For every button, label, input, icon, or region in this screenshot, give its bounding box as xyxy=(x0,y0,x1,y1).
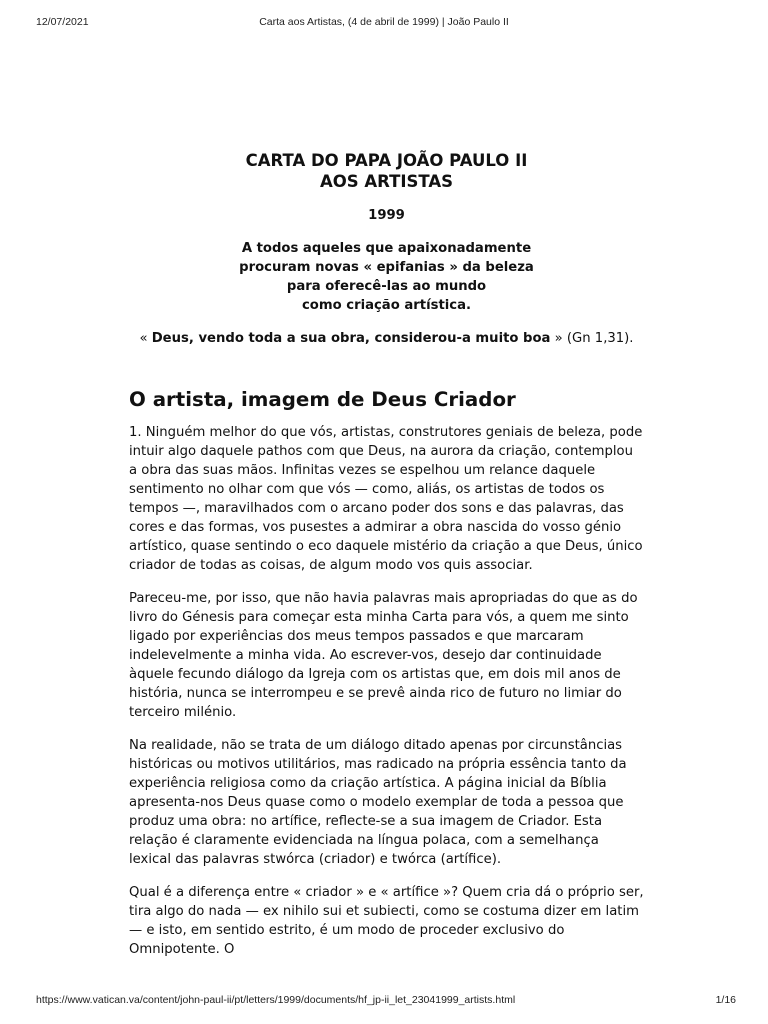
dedication-line: como criação artística. xyxy=(301,298,471,313)
dedication-line: procuram novas « epifanias » da beleza xyxy=(239,260,534,275)
epigraph-open: « xyxy=(139,331,152,346)
dedication-line: A todos aqueles que apaixonadamente xyxy=(241,241,532,256)
document-title-line: CARTA DO PAPA JOÃO PAULO II xyxy=(245,151,528,170)
print-date: 12/07/2021 xyxy=(36,16,89,28)
print-header xyxy=(0,16,768,32)
dedication xyxy=(129,239,644,315)
document-year: 1999 xyxy=(368,208,405,223)
epigraph xyxy=(129,329,644,348)
section-heading: O artista, imagem de Deus Criador xyxy=(129,388,516,411)
paragraph: Pareceu-me, por isso, que não havia palavras mais apropriadas do que as do livro do Génesis para começar esta minha Carta para vós, a quem me sinto ligado por experiências dos meus tempos passados e que marcaram indelevelmente a minha vida. Ao escrever-vos, desejo dar continuidade àquele fecundo diálogo da Igreja com os artistas que, em dois mil anos de história, nunca se interrompeu e se prevê ainda rico de futuro no limiar do terceiro milénio. xyxy=(129,591,638,720)
print-footer xyxy=(0,994,768,1010)
document-title xyxy=(129,150,644,192)
document-body xyxy=(129,150,644,959)
epigraph-quote: Deus, vendo toda a sua obra, considerou-a muito boa xyxy=(151,331,551,346)
page-number: 1/16 xyxy=(715,994,736,1006)
paragraph: Na realidade, não se trata de um diálogo ditado apenas por circunstâncias históricas ou motivos utilitários, mas radicado na própria essência tanto da experiência religiosa como da criação artística. A página inicial da Bíblia apresenta-nos Deus quase como o modelo exemplar de toda a pessoa que produz uma obra: no artífice, reflecte-se a sua imagem de Criador. Esta relação é claramente evidenciada na língua polaca, com a semelhança lexical das palavras stwórca (criador) e twórca (artífice). xyxy=(129,738,627,867)
paragraph: 1. Ninguém melhor do que vós, artistas, construtores geniais de beleza, pode intuir algo daquele pathos com que Deus, na aurora da criação, contemplou a obra das suas mãos. Infinitas vezes se espelhou um relance daquele sentimento no olhar com que vós — como, aliás, os artistas de todos os tempos —, maravilhados com o arcano poder dos sons e das palavras, das cores e das formas, vos pusestes a admirar a obra nascida do vosso génio artístico, quase sentindo o eco daquele mistério da criação a que Deus, único criador de todas as coisas, de algum modo vos quis associar. xyxy=(129,425,643,573)
paragraph: Qual é a diferença entre « criador » e « artífice »? Quem cria dá o próprio ser, tira algo do nada — ex nihilo sui et subiecti, como se costuma dizer em latim — e isto, em sentido estrito, é um modo de proceder exclusivo do Omnipotente. O xyxy=(129,885,644,957)
epigraph-citation: » (Gn 1,31). xyxy=(550,331,634,346)
dedication-line: para oferecê-las ao mundo xyxy=(286,279,487,294)
document-title-line: AOS ARTISTAS xyxy=(319,172,454,191)
print-page-title: Carta aos Artistas, (4 de abril de 1999) | João Paulo II xyxy=(259,16,509,28)
page-url: https://www.vatican.va/content/john-paul-ii/pt/letters/1999/documents/hf_jp-ii_let_23041999_artists.html xyxy=(36,994,516,1006)
